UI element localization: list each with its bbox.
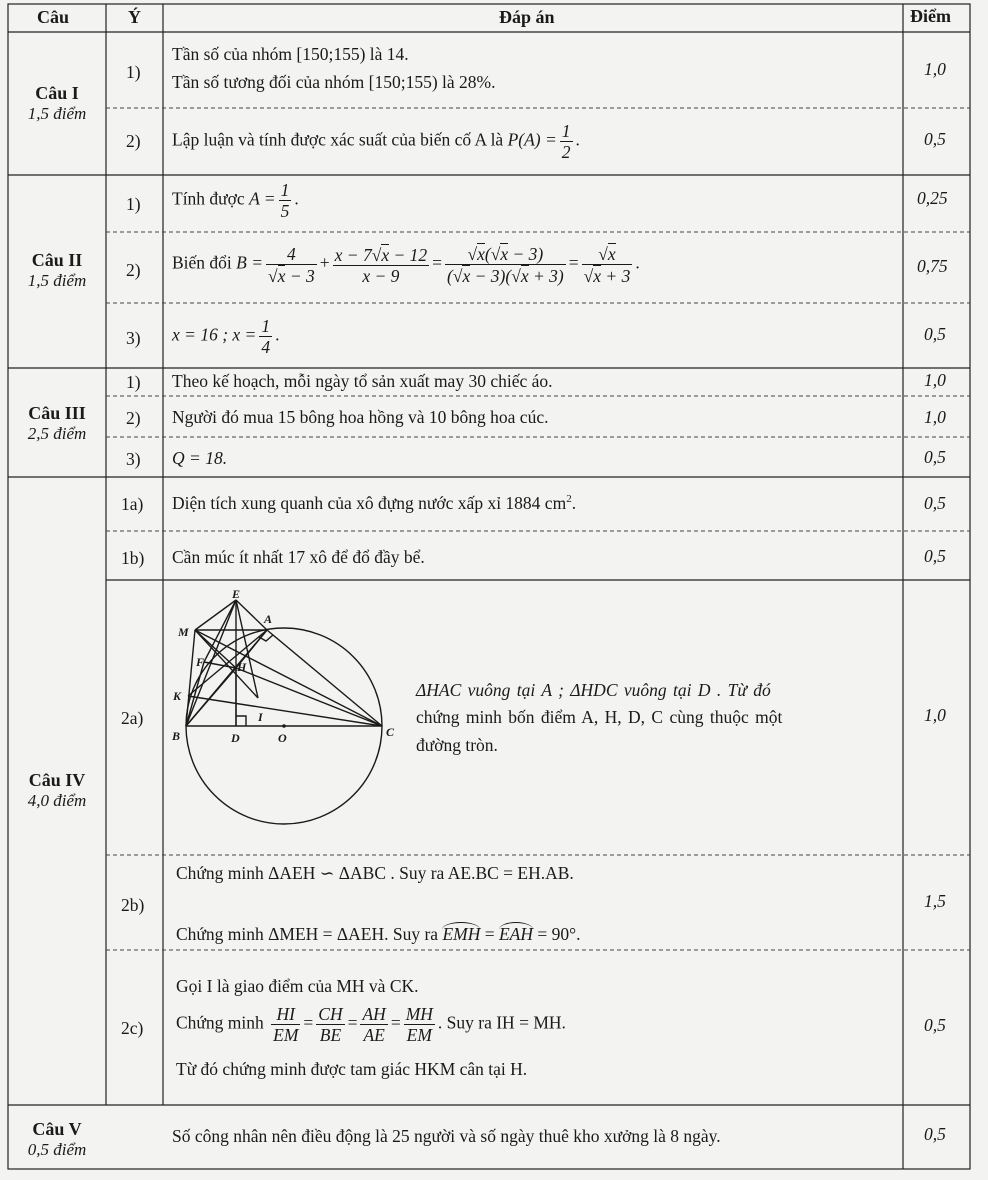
answer-math: P(A) = <box>507 129 557 150</box>
answer-line: Tần số của nhóm [150;155) là 14. <box>172 44 409 64</box>
answer-line: Theo kế hoạch, mỗi ngày tổ sản xuất may 30 chiếc áo. <box>172 371 553 391</box>
row-label: 2c) <box>121 1018 144 1038</box>
score: 0,5 <box>924 324 946 344</box>
row-label: 2) <box>126 408 141 428</box>
fraction <box>279 180 292 221</box>
fraction-den: 2 <box>561 142 571 163</box>
fraction <box>560 121 573 162</box>
answer-math: A = <box>249 188 276 209</box>
score: 0,75 <box>917 256 948 276</box>
answer-line: Số công nhân nên điều động là 25 người và số ngày thuê kho xưởng là 8 ngày. <box>172 1126 721 1146</box>
answer-line: x = 16 ; x = $\frac{1}{4}$ . <box>172 316 280 358</box>
label-B: B <box>172 729 181 743</box>
score: 0,5 <box>924 1124 946 1144</box>
section-points: 1,5 điểm <box>27 271 87 290</box>
label-I: I <box>258 710 263 724</box>
section-cau-4 <box>8 770 106 811</box>
row-label: 1) <box>126 194 141 214</box>
section-cau-2 <box>8 250 106 291</box>
answer-line: Cần múc ít nhất 17 xô để đổ đầy bể. <box>172 547 425 567</box>
fraction <box>259 316 272 357</box>
answer-line: ΔHAC vuông tại A ; ΔHDC vuông tại D . Từ đó <box>416 680 771 700</box>
score: 0,5 <box>924 493 946 513</box>
angle-arc: EMH <box>442 924 481 944</box>
score: 0,25 <box>917 188 948 208</box>
answer-line: Tần số tương đối của nhóm [150;155) là 28%. <box>172 72 496 92</box>
answer-line: Diện tích xung quanh của xô đựng nước xấp xỉ 1884 $cm^2$. <box>172 492 577 513</box>
answer-text: = 90°. <box>537 924 581 944</box>
label-K: K <box>173 689 182 703</box>
score: 1,0 <box>924 59 946 79</box>
section-title: Câu II <box>31 250 83 270</box>
answer-line: Q = 18. <box>172 448 228 468</box>
answer-text: Lập luận và tính được xác suất của biến cố A là <box>172 129 504 150</box>
section-title: Câu I <box>35 83 79 103</box>
section-points: 1,5 điểm <box>27 104 87 123</box>
fraction-num: 1 <box>280 180 290 200</box>
label-F: F <box>196 655 205 669</box>
fraction-den: 4 <box>261 337 271 358</box>
answer-text: . Suy ra IH = MH. <box>437 1012 566 1033</box>
score: 1,5 <box>924 891 946 911</box>
label-A: A <box>264 612 273 626</box>
section-title: Câu V <box>32 1119 82 1139</box>
section-points: 2,5 điểm <box>27 424 87 443</box>
row-label: 1a) <box>121 494 144 514</box>
answer-line: Người đó mua 15 bông hoa hồng và 10 bông hoa cúc. <box>172 407 549 427</box>
answer-text: Chứng minh <box>176 1012 264 1033</box>
angle-arc: EAH <box>498 924 534 944</box>
label-H: H <box>237 660 247 674</box>
answer-math: x = 16 ; x = <box>172 324 257 345</box>
answer-text: Diện tích xung quanh của xô đựng nước xấp xỉ 1884 cm <box>172 492 567 513</box>
score: 0,5 <box>924 129 946 149</box>
row-label: 2b) <box>121 895 145 915</box>
row-label: 2) <box>126 131 141 151</box>
answer-text: Biến đổi <box>172 252 232 273</box>
superscript: 2 <box>566 493 572 505</box>
header-y: Ý <box>128 7 141 27</box>
section-points: 0,5 điểm <box>27 1140 87 1159</box>
answer-line: đường tròn. <box>416 735 498 755</box>
answer-line: Chứng minh ΔMEH = ΔAEH. Suy ra EMH = EAH = 90°. <box>176 924 581 944</box>
header-cau: Câu <box>37 7 70 27</box>
section-cau-1 <box>8 83 106 124</box>
header-diem: Điểm <box>910 6 951 26</box>
row-label: 1) <box>126 372 141 392</box>
section-cau-3 <box>8 403 106 444</box>
row-label: 3) <box>126 449 141 469</box>
row-label: 3) <box>126 328 141 348</box>
score: 1,0 <box>924 370 946 390</box>
answer-text: Tính được <box>172 188 245 209</box>
answer-line: Chứng minh ΔAEH ∽ ΔABC . Suy ra AE.BC = EH.AB. <box>176 863 574 883</box>
answer-line: Lập luận và tính được xác suất của biến cố A là P(A) = $\frac{1}{2}$ . <box>172 121 580 163</box>
answer-line: Tính được A = $\frac{1}{5}$ . <box>172 180 299 222</box>
score: 1,0 <box>924 407 946 427</box>
label-M: M <box>178 625 189 639</box>
fraction-num: 1 <box>561 121 571 141</box>
answer-line: Gọi I là giao điểm của MH và CK. <box>176 976 419 996</box>
section-points: 4,0 điểm <box>27 791 87 810</box>
geometry-figure <box>168 588 398 828</box>
row-label: 2a) <box>121 708 144 728</box>
header-dap-an: Đáp án <box>499 7 555 27</box>
row-label: 1) <box>126 62 141 82</box>
section-title: Câu IV <box>28 770 86 790</box>
score: 0,5 <box>924 546 946 566</box>
label-E: E <box>232 588 241 601</box>
label-C: C <box>386 725 395 739</box>
answer-text: Chứng minh ΔMEH = ΔAEH. Suy ra <box>176 924 439 944</box>
score: 0,5 <box>924 1015 946 1035</box>
row-label: 2) <box>126 260 141 280</box>
answer-formula: Chứng minh $\frac{HI}{EM}$ = $\frac{CH}{BE}$ = $\frac{AH}{AE}$ = $\frac{MH}{EM}$ . Suy ra IH = MH. <box>176 1004 566 1046</box>
score: 0,5 <box>924 447 946 467</box>
section-cau-5 <box>8 1119 106 1160</box>
answer-line: chứng minh bốn điểm A, H, D, C cùng thuộc một <box>416 707 783 727</box>
section-title: Câu III <box>28 403 86 423</box>
row-label: 1b) <box>121 548 145 568</box>
fraction-den: 5 <box>280 201 290 222</box>
answer-formula: Biến đổi B = $\frac{4}{√x - 3}$ + $\frac{x - 7√x - 12}{x - 9}$ = $\frac{√x(√x - 3)}{(√x - 3)(√x + 3)}$ = $\frac{√x}{√x + 3}$ . <box>172 243 640 287</box>
answer-line: Từ đó chứng minh được tam giác HKM cân tại H. <box>176 1059 528 1079</box>
label-D: D <box>231 731 240 745</box>
fraction-num: 1 <box>261 316 271 336</box>
label-O: O <box>278 731 287 745</box>
score: 1,0 <box>924 705 946 725</box>
